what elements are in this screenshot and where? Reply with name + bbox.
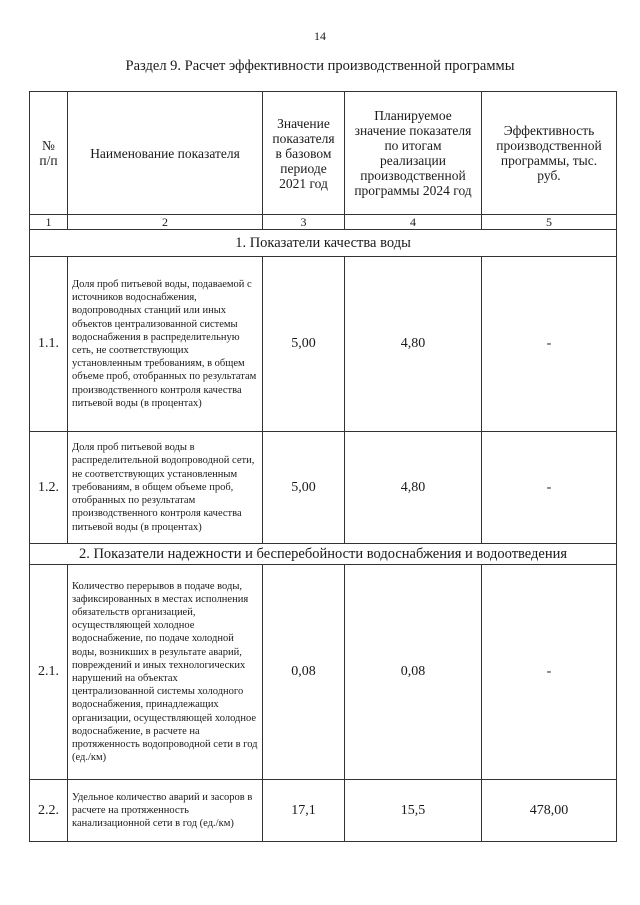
row-number: 1.2. xyxy=(30,432,68,544)
column-number: 3 xyxy=(263,215,345,230)
planned-value: 4,80 xyxy=(345,257,482,432)
row-number: 2.2. xyxy=(30,780,68,842)
section-title: Раздел 9. Расчет эффективности производственной программы xyxy=(125,58,515,74)
group-row xyxy=(30,544,617,565)
efficiency-value: - xyxy=(482,432,617,544)
column-number: 4 xyxy=(345,215,482,230)
header-efficiency: Эффективность производственной программы, тыс. руб. xyxy=(482,92,617,215)
indicator-name: Удельное количество аварий и засоров в расчете на протяженность канализационной сети в год (ед./км) xyxy=(68,780,263,842)
page-number: 14 xyxy=(314,29,326,43)
header-name: Наименование показателя xyxy=(68,92,263,215)
base-value: 5,00 xyxy=(263,257,345,432)
header-num: № п/п xyxy=(30,92,68,215)
planned-value: 0,08 xyxy=(345,565,482,780)
header-planned: Планируемое значение показателя по итогам реализации производственной программы 2024 год xyxy=(345,92,482,215)
base-value: 17,1 xyxy=(263,780,345,842)
indicator-name: Доля проб питьевой воды в распределительной водопроводной сети, не соответствующих установленным требованиям, в общем объеме проб, отобранных по результатам производственного контроля качества питьевой воды (в процентах) xyxy=(68,432,263,544)
efficiency-value: - xyxy=(482,257,617,432)
group-title: 2. Показатели надежности и бесперебойности водоснабжения и водоотведения xyxy=(30,544,617,565)
indicator-name: Количество перерывов в подаче воды, зафиксированных в местах исполнения обязательств организацией, осуществляющей холодное водоснабжение, по подаче холодной воды, возникших в результате аварий, повреждений и иных технологических нарушений на объектах централизованной системы холодного водоснабжения, принадлежащих организации, осуществляющей холодное водоснабжение, в расчете на протяженность водопроводной сети в год (ед./км) xyxy=(68,565,263,780)
efficiency-value: - xyxy=(482,565,617,780)
header-row xyxy=(30,92,617,215)
base-value: 5,00 xyxy=(263,432,345,544)
base-value: 0,08 xyxy=(263,565,345,780)
table-row xyxy=(30,257,617,432)
group-row xyxy=(30,230,617,257)
column-number-row xyxy=(30,215,617,230)
group-title: 1. Показатели качества воды xyxy=(30,230,617,257)
row-number: 2.1. xyxy=(30,565,68,780)
planned-value: 15,5 xyxy=(345,780,482,842)
row-number: 1.1. xyxy=(30,257,68,432)
table-row xyxy=(30,432,617,544)
planned-value: 4,80 xyxy=(345,432,482,544)
indicator-name: Доля проб питьевой воды, подаваемой с источников водоснабжения, водопроводных станций или иных объектов централизованной системы водоснабжения в распределительную сеть, не соответствующих установленным требованиям, в общем объеме проб, отобранных по результатам производственного контроля качества питьевой воды (в процентах) xyxy=(68,257,263,432)
column-number: 2 xyxy=(68,215,263,230)
column-number: 5 xyxy=(482,215,617,230)
table-row xyxy=(30,565,617,780)
header-base: Значение показателя в базовом периоде 2021 год xyxy=(263,92,345,215)
table-row xyxy=(30,780,617,842)
column-number: 1 xyxy=(30,215,68,230)
efficiency-value: 478,00 xyxy=(482,780,617,842)
efficiency-table xyxy=(29,91,617,842)
